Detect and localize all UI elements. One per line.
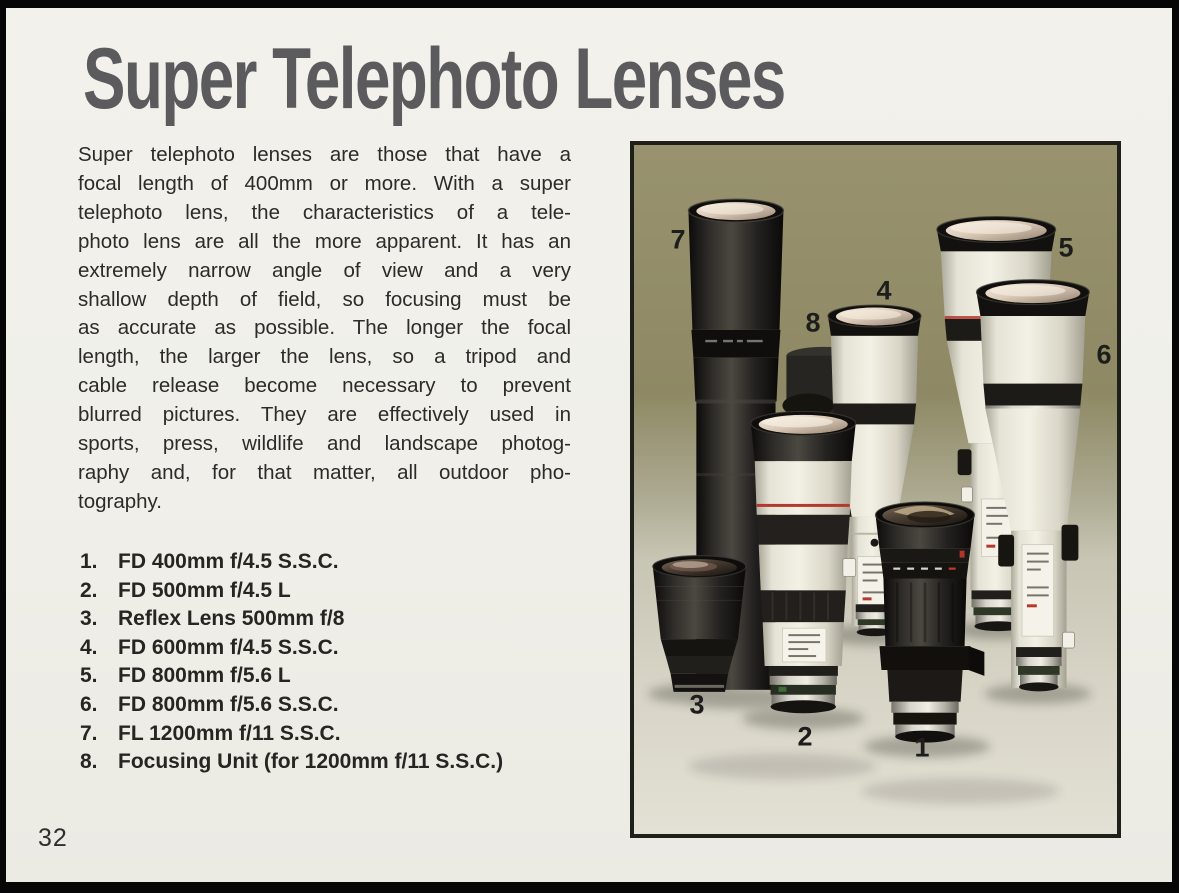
lens-list-label: Reflex Lens 500mm f/8 — [118, 607, 345, 631]
paragraph-line: length, the larger the lens, so a tripod and — [78, 345, 571, 369]
lens-list-item — [80, 748, 590, 777]
paragraph-line: raphy and, for that matter, all outdoor pho- — [78, 460, 571, 484]
lens-list-number: 2. — [80, 578, 98, 602]
intro-paragraph — [78, 141, 571, 517]
paragraph-line: focal length of 400mm or more. With a super — [78, 171, 571, 195]
lens-list-label: FL 1200mm f/11 S.S.C. — [118, 721, 341, 745]
lens-list-item — [80, 577, 590, 606]
paragraph-line: telephoto lens, the characteristics of a tele- — [78, 200, 571, 224]
paragraph-line: extremely narrow angle of view and a very — [78, 258, 571, 282]
lens-list-item — [80, 605, 590, 634]
paragraph-line: blurred pictures. They are effectively used in — [78, 403, 571, 427]
lens-list-label: Focusing Unit (for 1200mm f/11 S.S.C.) — [118, 750, 504, 774]
lens-list-number: 6. — [80, 692, 98, 716]
photo-label-3: 3 — [689, 689, 705, 720]
lens-list-label: FD 400mm f/4.5 S.S.C. — [118, 550, 339, 573]
photo-label-7: 7 — [670, 224, 686, 255]
lens-list-label: FD 800mm f/5.6 S.S.C. — [118, 692, 339, 716]
paragraph-line: as accurate as possible. The longer the focal — [78, 316, 571, 340]
paragraph-line: sports, press, wildlife and landscape photog- — [78, 432, 571, 456]
paragraph-line: shallow depth of field, so focusing must be — [78, 287, 571, 311]
photo-label-1: 1 — [914, 732, 930, 763]
lens-list-label: FD 800mm f/5.6 L — [118, 664, 291, 688]
lens-list-number: 4. — [80, 635, 98, 659]
page-title: Super Telephoto Lenses — [83, 31, 785, 127]
lens-list-item — [80, 662, 590, 691]
paragraph-line: tography. — [78, 489, 162, 513]
lens-photo — [630, 141, 1121, 838]
lens-list-item — [80, 548, 590, 577]
paragraph-line: photo lens are all the more apparent. It has an — [78, 229, 571, 253]
lens-list-number: 8. — [80, 750, 98, 774]
lens-list-number: 5. — [80, 664, 98, 688]
lens-photo-illustration — [634, 145, 1117, 834]
lens-list-item — [80, 691, 590, 720]
lens-list-item — [80, 720, 590, 749]
paragraph-line: Super telephoto lenses are those that have a — [78, 143, 571, 166]
page-number: 32 — [38, 824, 68, 852]
photo-label-5: 5 — [1058, 232, 1074, 263]
photo-label-6: 6 — [1096, 339, 1112, 370]
paragraph-line: cable release become necessary to prevent — [78, 374, 571, 398]
lens-list-label: FD 600mm f/4.5 S.S.C. — [118, 635, 339, 659]
lens-list-number: 3. — [80, 607, 98, 631]
photo-label-2: 2 — [797, 721, 813, 752]
lens-list-number: 7. — [80, 721, 98, 745]
lens-list-number: 1. — [80, 550, 98, 573]
photo-label-8: 8 — [805, 307, 821, 338]
lens-list-label: FD 500mm f/4.5 L — [118, 578, 291, 602]
lens-list — [80, 548, 590, 777]
photo-label-4: 4 — [876, 275, 892, 306]
lens-list-item — [80, 634, 590, 663]
